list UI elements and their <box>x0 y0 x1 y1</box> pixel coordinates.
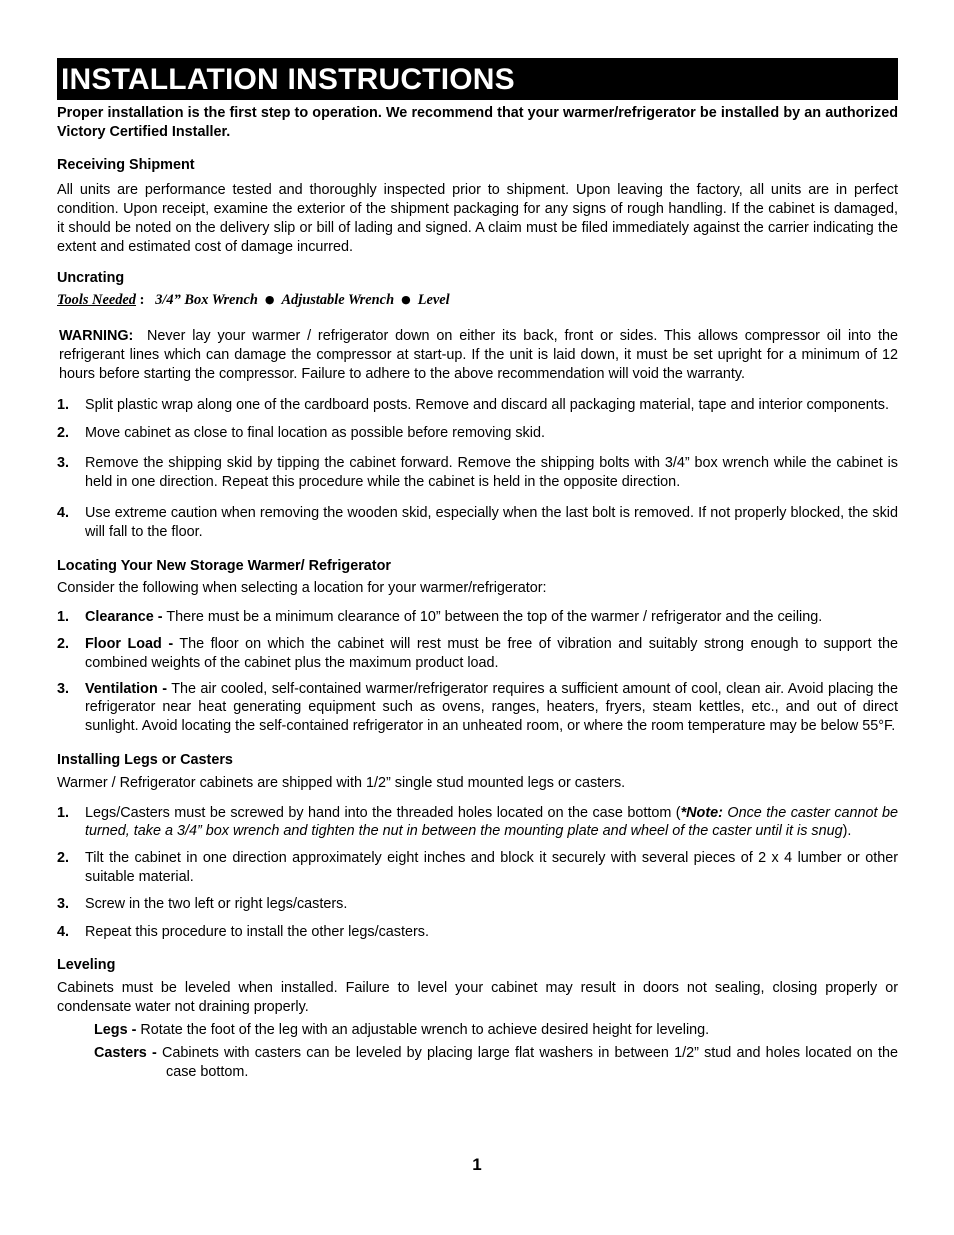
tool-item: Level <box>417 292 450 309</box>
list-text: Split plastic wrap along one of the cardboard posts. Remove and discard all packaging material, tape and interior components. <box>85 396 889 413</box>
list-number: 2. <box>57 424 70 441</box>
page-number: 1 <box>472 1155 482 1174</box>
list-text: Screw in the two left or right legs/casters. <box>85 895 348 912</box>
item-label: Floor Load - <box>85 635 174 652</box>
list-number: 2. <box>57 635 70 652</box>
leveling-heading: Leveling <box>57 957 116 974</box>
list-item <box>57 680 898 736</box>
item-label: Ventilation - <box>85 680 167 697</box>
tool-item: 3/4” Box Wrench <box>155 292 258 309</box>
leveling-casters <box>57 1044 898 1082</box>
list-item <box>57 923 898 942</box>
legs-heading: Installing Legs or Casters <box>57 751 233 768</box>
tools-label: Tools Needed <box>57 292 137 309</box>
tools-colon: : <box>139 292 145 309</box>
tools-needed <box>57 291 898 310</box>
list-number: 4. <box>57 923 70 940</box>
list-text: There must be a minimum clearance of 10” between the top of the warmer / refrigerator and the ceiling. <box>166 609 823 626</box>
list-text: The floor on which the cabinet will rest must be free of vibration and suitably strong enough to support the combined weights of the cabinet plus the maximum product load. <box>85 635 898 671</box>
list-item <box>57 849 898 887</box>
list-number: 1. <box>57 804 70 821</box>
list-number: 3. <box>57 680 70 697</box>
warning-label: WARNING: <box>59 328 134 345</box>
note-label: *Note: <box>680 804 723 821</box>
bullet-icon: ● <box>401 293 411 307</box>
list-item <box>57 454 898 492</box>
leveling-legs <box>57 1021 898 1040</box>
list-text: Legs/Casters must be screwed by hand into the threaded holes located on the case bottom ( <box>85 804 681 821</box>
list-number: 3. <box>57 895 70 912</box>
list-text: Use extreme caution when removing the wooden skid, especially when the last bolt is removed. If not properly blocked, the skid will fall to the floor. <box>85 504 898 540</box>
bullet-icon: ● <box>264 293 275 307</box>
list-text-end: ). <box>842 823 852 840</box>
locating-heading: Locating Your New Storage Warmer/ Refrigerator <box>57 557 391 574</box>
legs-intro: Warmer / Refrigerator cabinets are shipped with 1/2” single stud mounted legs or casters. <box>57 774 626 791</box>
list-item <box>57 804 898 842</box>
list-text: The air cooled, self-contained warmer/refrigerator requires a sufficient amount of cool, clean air. Avoid placing the refrigerator near heat generating equipment such as ovens, ranges, heaters, fryers, steam kettles, etc., and out of direct sunlight. Avoid locating the self-contained refrigerator in an unheated room, or where the room temperature may be below 55°F. <box>85 680 898 735</box>
receiving-text: All units are performance tested and thoroughly inspected prior to shipment. Upon leaving the factory, all units are in perfect condition. Upon receipt, examine the exterior of the shipment packaging for any signs of rough handling. If the cabinet is damaged, it should be noted on the delivery slip or bill of lading and signed. A claim must be filed immediately against the carrier indicating the extent and estimated cost of damage incurred. <box>57 182 898 255</box>
list-number: 4. <box>57 504 70 521</box>
list-text: Remove the shipping skid by tipping the cabinet forward. Remove the shipping bolts with 3/4” box wrench while the cabinet is held in one direction. Repeat this procedure while the cabinet is held in the opposite direction. <box>85 455 898 491</box>
list-number: 2. <box>57 850 70 867</box>
list-item <box>57 504 898 542</box>
legs-text: Rotate the foot of the leg with an adjustable wrench to achieve desired height for leveling. <box>140 1021 710 1038</box>
list-number: 1. <box>57 396 70 413</box>
leveling-text: Cabinets must be leveled when installed. Failure to level your cabinet may result in doors not sealing, closing properly or condensate water not draining properly. <box>57 980 898 1015</box>
note-text: Once the caster cannot be turned, take a 3/4” box wrench and tighten the nut in between the mounting plate and wheel of the caster until it is snug <box>85 804 898 840</box>
list-number: 1. <box>57 609 70 626</box>
warning-block <box>57 327 898 383</box>
receiving-heading: Receiving Shipment <box>57 156 195 173</box>
list-item <box>57 895 898 914</box>
uncrating-heading: Uncrating <box>57 269 125 286</box>
list-item <box>57 608 898 627</box>
page-title: INSTALLATION INSTRUCTIONS <box>57 58 898 100</box>
casters-text: Cabinets with casters can be leveled by placing large flat washers in between 1/2” stud and holes located on the case bottom. <box>161 1045 898 1081</box>
intro-text: Proper installation is the first step to operation. We recommend that your warmer/refrigerator be installed by an authorized Victory Certified Installer. <box>57 105 898 140</box>
list-item <box>57 424 898 443</box>
list-text: Repeat this procedure to install the other legs/casters. <box>85 923 429 940</box>
tool-item: Adjustable Wrench <box>281 292 395 309</box>
locating-intro: Consider the following when selecting a location for your warmer/refrigerator: <box>57 580 547 597</box>
list-item <box>57 396 898 415</box>
item-label: Clearance - <box>85 609 163 626</box>
list-item <box>57 635 898 673</box>
list-number: 3. <box>57 455 70 472</box>
warning-text: Never lay your warmer / refrigerator down on either its back, front or sides. This allows compressor oil into the refrigerant lines which can damage the compressor at start-up. If the unit is laid down, it must be set upright for a minimum of 12 hours before starting the compressor. Failure to adhere to the above recommendation will void the warranty. <box>59 328 898 382</box>
legs-label: Legs - <box>94 1021 137 1038</box>
list-text: Tilt the cabinet in one direction approximately eight inches and block it securely with several pieces of 2 x 4 lumber or other suitable material. <box>85 850 898 885</box>
list-text: Move cabinet as close to final location as possible before removing skid. <box>85 424 545 441</box>
document-page <box>57 58 898 1082</box>
casters-label: Casters - <box>94 1045 157 1062</box>
